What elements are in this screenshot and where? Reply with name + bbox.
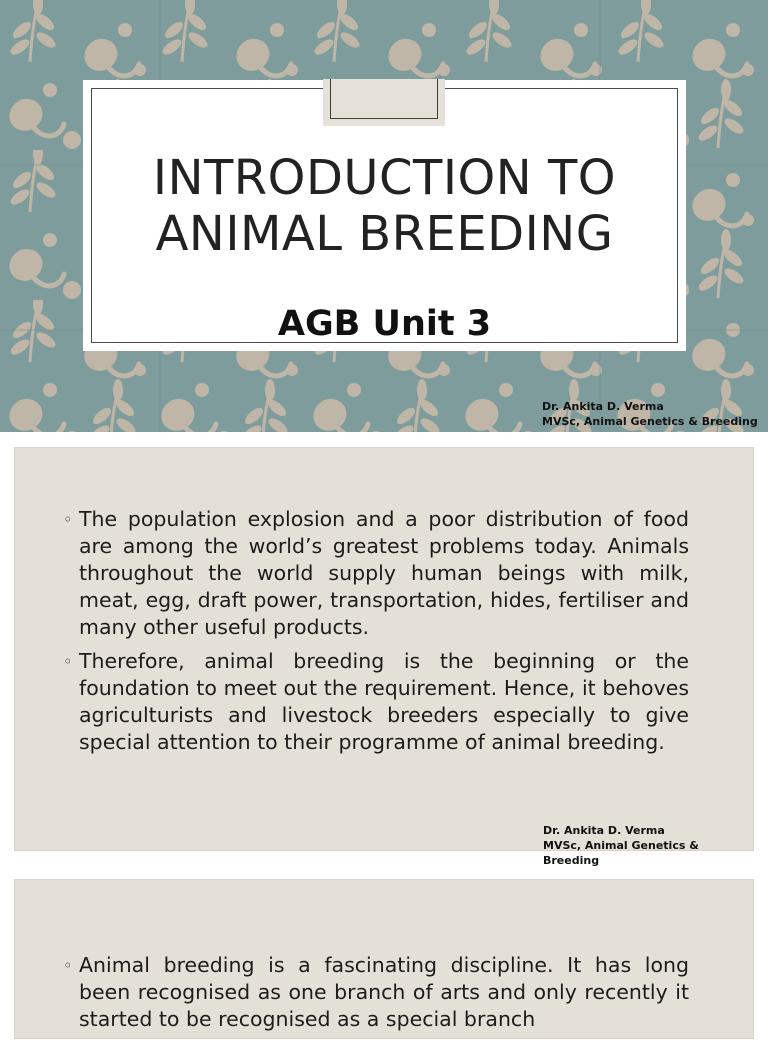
title-card — [83, 80, 686, 351]
author-name: Dr. Ankita D. Verma — [542, 400, 664, 413]
bullet-text: Animal breeding is a fascinating discipline. It has long been recognised as one branch of arts and only recently it started to be recognised as a special branch — [79, 953, 689, 1031]
bullet-circle-icon: ◦ — [63, 652, 73, 671]
bullet-item — [63, 952, 689, 1033]
title-tab-decoration — [323, 79, 445, 126]
author-credentials: MVSc, Animal Genetics & Breeding — [543, 839, 699, 867]
author-name: Dr. Ankita D. Verma — [543, 824, 665, 837]
slide-subtitle: AGB Unit 3 — [277, 304, 492, 344]
bullet-circle-icon: ◦ — [63, 956, 73, 975]
bullet-circle-icon: ◦ — [63, 510, 73, 529]
bullet-item — [63, 506, 689, 641]
author-credentials: MVSc, Animal Genetics & Breeding — [542, 415, 758, 428]
bullet-item — [63, 648, 689, 756]
content-slide-2 — [14, 879, 754, 1039]
bullet-text: Therefore, animal breeding is the beginning or the foundation to meet out the requirement. Hence, it behoves agriculturists and livestock breeders especially to give special attention to their programme of animal breeding. — [79, 649, 689, 754]
content-slide-1 — [14, 447, 754, 867]
author-credit — [542, 399, 758, 429]
author-credit — [543, 823, 753, 868]
bullet-list — [63, 952, 689, 1040]
slide-title: INTRODUCTION TO ANIMAL BREEDING — [152, 150, 617, 262]
title-tab-inner — [330, 79, 438, 119]
bullet-text: The population explosion and a poor distribution of food are among the world’s greatest problems today. Animals throughout the world supply human beings with milk, meat, egg, draft power, transportation, hides, fertiliser and many other useful products. — [79, 507, 689, 639]
bullet-list — [63, 506, 689, 763]
title-slide — [0, 0, 768, 432]
